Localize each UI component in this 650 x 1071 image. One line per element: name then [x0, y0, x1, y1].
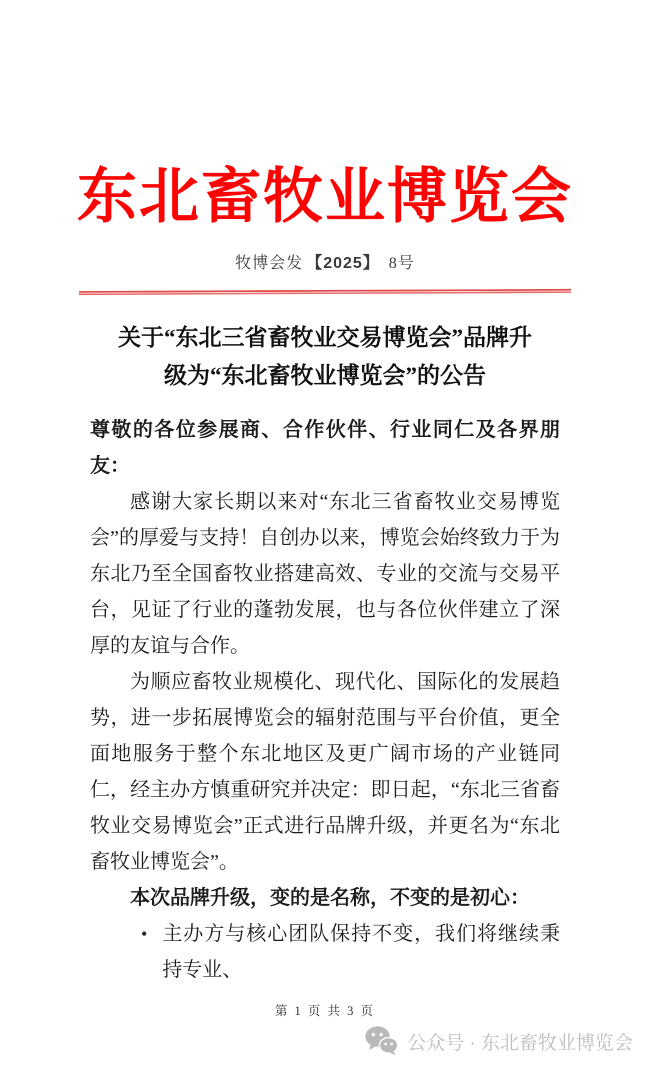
page-number-indicator: 第 1 页 共 3 页	[274, 1004, 376, 1018]
letterhead-title: 东北畜牧业博览会	[77, 164, 573, 230]
official-account-watermark	[365, 1026, 633, 1056]
salutation: 尊敬的各位参展商、合作伙伴、行业同仁及各界朋友：	[90, 419, 560, 477]
heading-line-1: 关于“东北三省畜牧业交易博览会”品牌升	[118, 325, 532, 350]
paragraph-2: 为顺应畜牧业规模化、现代化、国际化的发展趋势，进一步拓展博览会的辐射范围与平台价值，更全面地服务于整个东北地区及更广阔市场的产业链同仁，经主办方慎重研究并决定：即日起，“东北三省畜牧业交易博览会”正式进行品牌升级，并更名为“东北畜牧业博览会”。	[90, 671, 560, 873]
doc-number-no: 8号	[388, 255, 415, 272]
paragraph-1: 感谢大家长期以来对“东北三省畜牧业交易博览会”的厚爱与支持！自创办以来，博览会始终致力于为东北乃至全国畜牧业搭建高效、专业的交流与交易平台，见证了行业的蓬勃发展，也与各位伙伴建立了深厚的友谊与合作。	[90, 491, 560, 657]
doc-number	[0, 250, 650, 273]
doc-number-year: 【2025】	[306, 255, 380, 272]
bold-statement: 本次品牌升级，变的是名称，不变的是初心：	[130, 887, 530, 909]
announcement-heading	[0, 319, 650, 395]
bullet-item	[90, 916, 560, 988]
heading-line-2: 级为“东北畜牧业博览会”的公告	[164, 363, 486, 388]
red-divider-line	[79, 289, 571, 295]
document-page	[0, 152, 650, 1071]
wechat-icon	[365, 1026, 398, 1056]
announcement-body	[90, 412, 560, 988]
official-account-label: 公众号 · 东北畜牧业博览会	[407, 1032, 633, 1054]
doc-number-prefix: 牧博会发	[235, 255, 304, 272]
bullet-item-text: 主办方与核心团队保持不变，我们将继续秉持专业、	[162, 923, 560, 981]
bullet-marker-icon: •	[141, 924, 148, 944]
